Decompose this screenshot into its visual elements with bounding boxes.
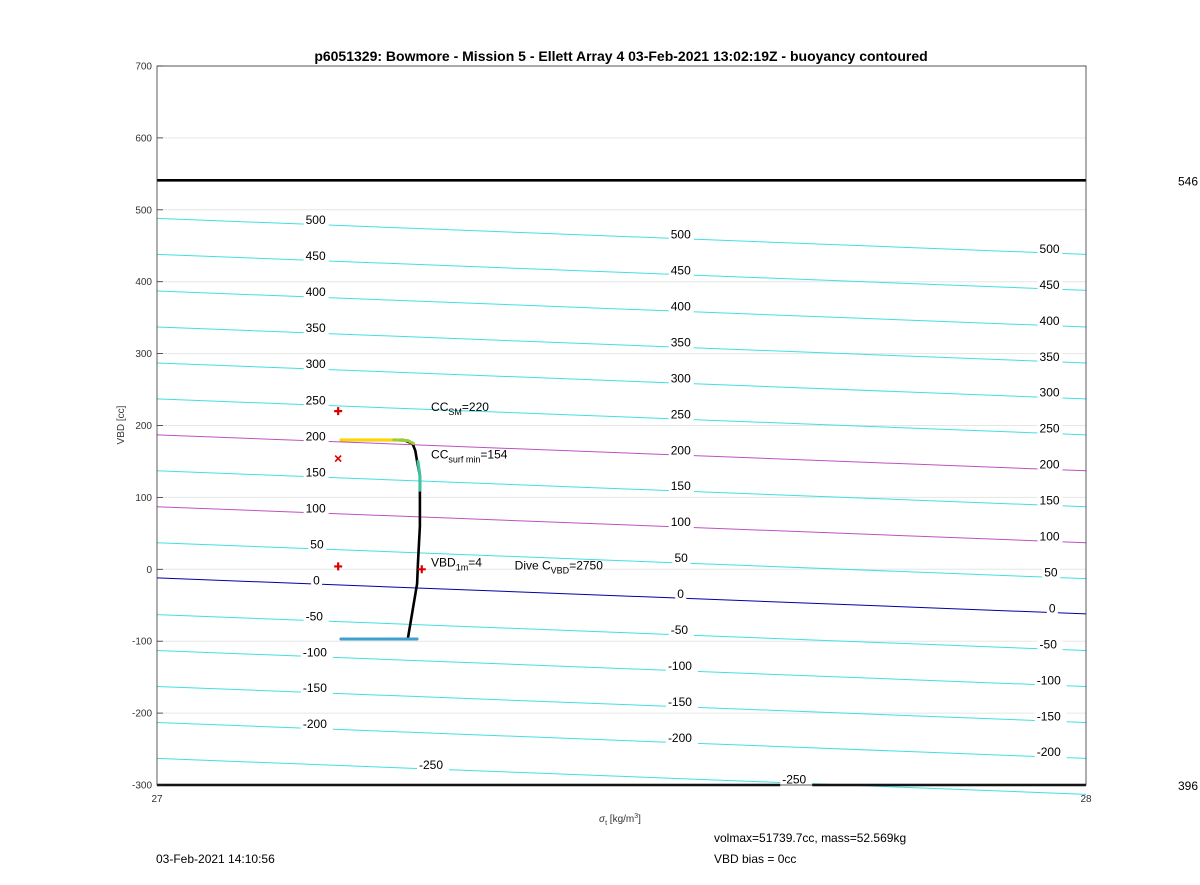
contour-label: -200 <box>1036 745 1061 760</box>
footer-vbd-bias: VBD bias = 0cc <box>714 852 797 866</box>
contour-label: -100 <box>667 658 692 673</box>
contour-label: 350 <box>670 335 691 350</box>
bound-label: 396 <box>1177 779 1198 793</box>
contour-label: -50 <box>670 623 689 638</box>
y-tick-label: 600 <box>135 133 152 145</box>
contour-label: 300 <box>305 356 326 371</box>
chart-title: p6051329: Bowmore - Mission 5 - Ellett Array 4 03-Feb-2021 13:02:19Z - buoyancy contoured <box>314 48 928 64</box>
contour-label: 200 <box>670 443 691 458</box>
contour-label: 50 <box>310 537 324 552</box>
contour-label: 0 <box>1048 601 1056 616</box>
annotation: $CC_{SM}=220$ <box>431 400 489 418</box>
y-tick-label: 700 <box>135 61 152 73</box>
footer-timestamp: 03-Feb-2021 14:10:56 <box>156 852 275 866</box>
contour-label: 450 <box>670 263 691 278</box>
contour-label: 200 <box>1039 457 1060 472</box>
annotation: $VBD_{1m}=4$ <box>431 555 482 573</box>
y-tick-label: 400 <box>135 277 152 289</box>
contour-label: 450 <box>1039 277 1060 292</box>
contour-label: 250 <box>1039 421 1060 436</box>
y-axis-label: VBD [cc] <box>116 405 127 445</box>
contour-label: 400 <box>305 285 326 300</box>
y-tick-label: -300 <box>131 780 152 792</box>
x-tick-label: 27 <box>151 794 163 805</box>
x-axis-label-symbol: σ <box>599 814 606 825</box>
contour-label: 100 <box>1039 529 1060 544</box>
annotation: Dive $C_{VBD}=2750$ <box>514 558 603 576</box>
contour-label: -250 <box>418 758 444 773</box>
contour-label: 500 <box>670 227 691 242</box>
contour-label: 150 <box>1039 493 1060 508</box>
contour-label: 150 <box>305 465 326 480</box>
contour-label: 350 <box>1039 349 1060 364</box>
contour-label: 50 <box>1044 565 1058 580</box>
y-tick-label: -100 <box>131 636 152 648</box>
contour-label: 250 <box>670 407 691 422</box>
x-axis-label-close: ] <box>638 814 641 825</box>
contour-label: 0 <box>677 587 684 602</box>
x-axis-label <box>599 813 641 827</box>
contour-label: 50 <box>674 551 688 566</box>
contour-label: 0 <box>313 573 320 588</box>
contour-label: 150 <box>670 479 691 494</box>
x-axis-label-units: [kg/m <box>607 814 635 825</box>
contour-label: 200 <box>305 429 326 444</box>
footer-volmax: volmax=51739.7cc, mass=52.569kg <box>714 831 907 845</box>
y-tick-label: 0 <box>146 564 152 576</box>
contour-label: -200 <box>667 730 692 745</box>
contour-label: -150 <box>302 681 327 696</box>
contour-label: -150 <box>667 694 692 709</box>
x-tick-label: 28 <box>1080 794 1092 805</box>
contour-label: 300 <box>1039 385 1060 400</box>
y-tick-label: 300 <box>135 349 152 361</box>
contour-label: 500 <box>1039 241 1060 256</box>
x-axis-label-sub: t <box>605 820 608 827</box>
contour-label: -200 <box>302 717 327 732</box>
contour-label: 100 <box>305 501 326 516</box>
contour-label: -50 <box>1039 637 1057 652</box>
contour-label: 450 <box>305 249 326 264</box>
contour-label: 250 <box>305 393 326 408</box>
contour-label: -100 <box>302 645 327 660</box>
contour-label: 500 <box>305 213 326 228</box>
contour-label: 400 <box>1039 313 1060 328</box>
contour-label: 350 <box>305 321 326 336</box>
y-tick-label: 100 <box>135 492 152 504</box>
contour-label: -100 <box>1036 673 1061 688</box>
contour-label: -250 <box>782 772 807 787</box>
contour-label: -50 <box>305 609 323 624</box>
contour-label: 100 <box>670 515 691 530</box>
contour-label: 300 <box>670 371 691 386</box>
contour-label: -150 <box>1036 709 1061 724</box>
annotation: $CC_{surf min}=154$ <box>431 447 508 465</box>
y-tick-label: 200 <box>135 421 152 432</box>
y-tick-label: 500 <box>135 205 152 217</box>
y-tick-label: -200 <box>131 708 152 720</box>
contour-label: 400 <box>670 299 691 314</box>
x-axis-ticks <box>151 794 1092 805</box>
x-axis-label-sup: 3 <box>634 813 639 820</box>
bound-label: 546 <box>1177 174 1198 189</box>
